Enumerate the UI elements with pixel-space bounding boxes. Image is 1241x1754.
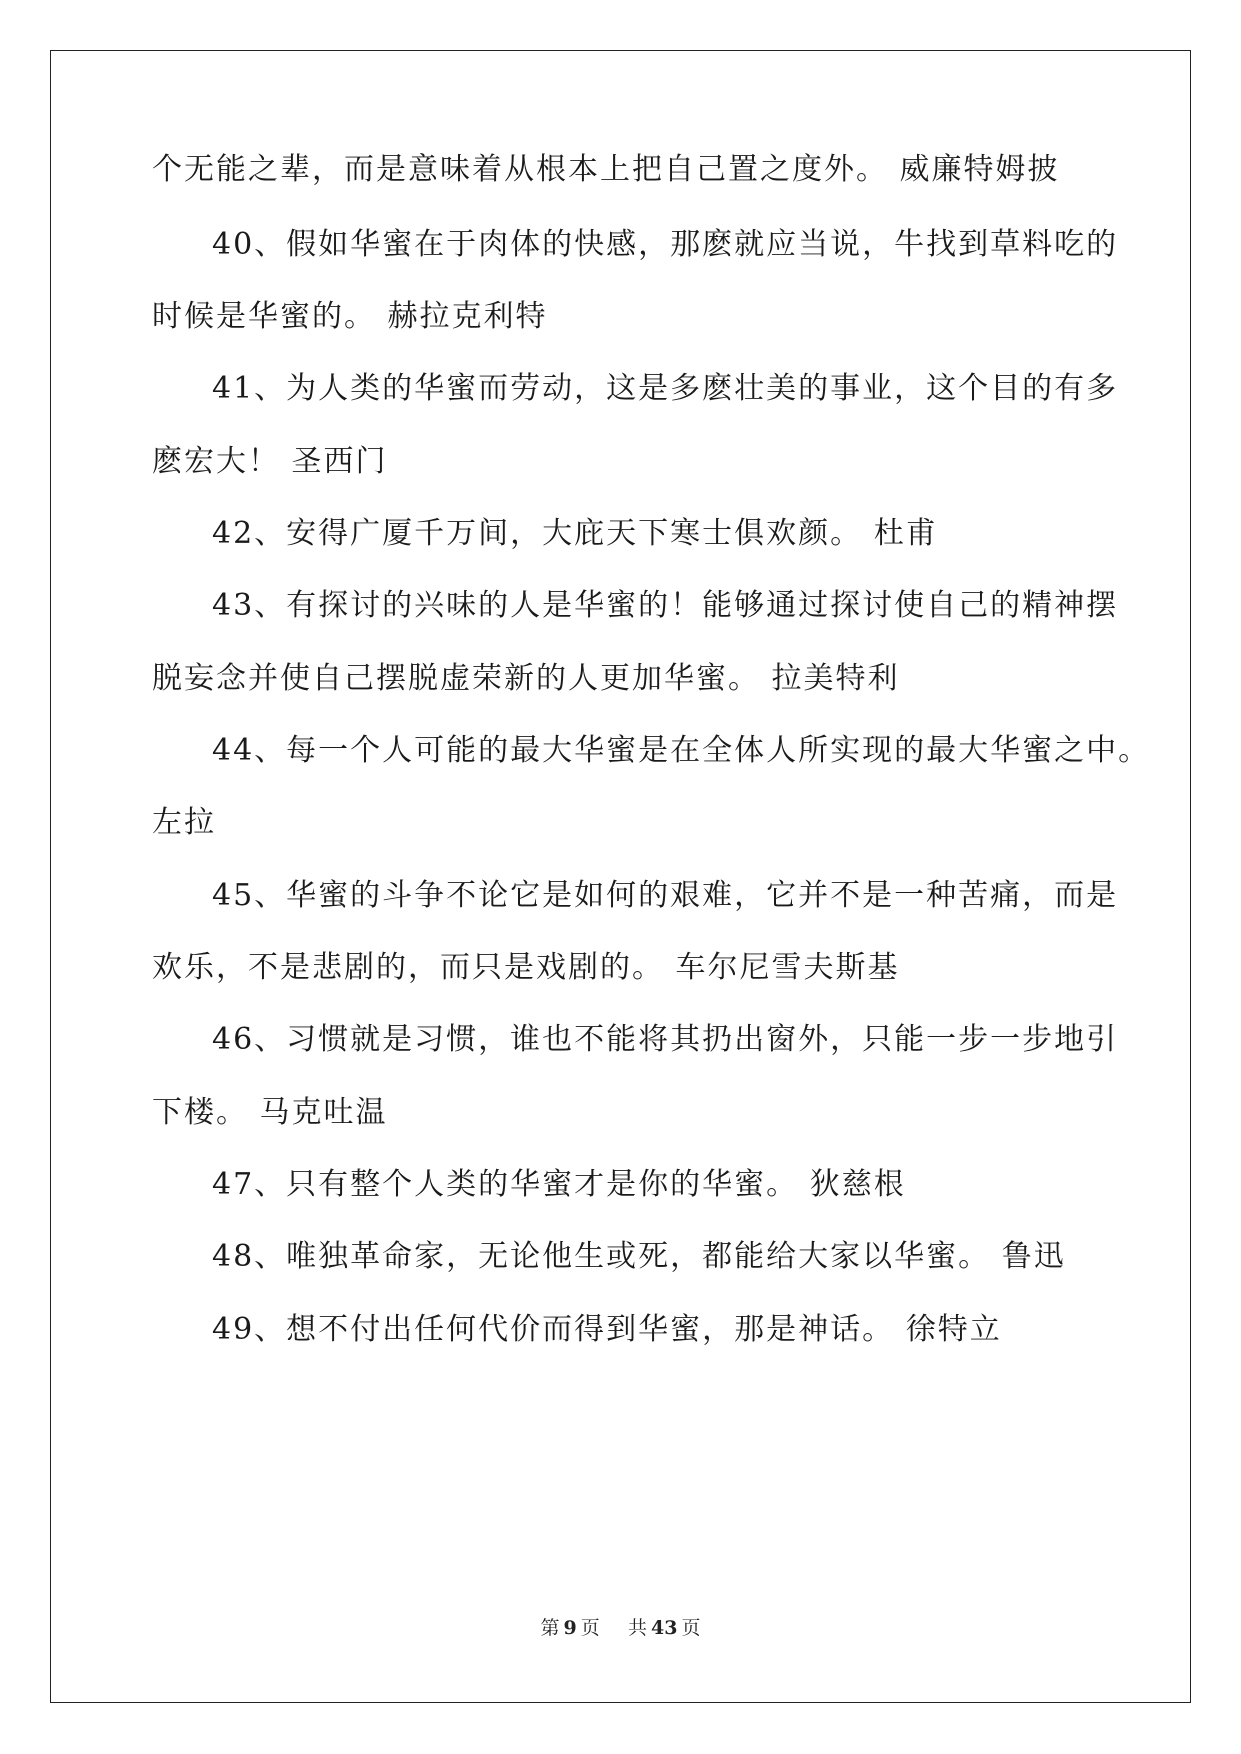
text-line-4: 41、为人类的华蜜而劳动，这是多麽壮美的事业，这个目的有多	[212, 371, 1119, 406]
text-line-5: 麽宏大！ 圣西门	[152, 444, 388, 479]
footer-total-prefix: 共	[627, 1617, 647, 1639]
text-line-2: 40、假如华蜜在于肉体的快感，那麽就应当说，牛找到草料吃的	[212, 227, 1119, 262]
total-page-count: 43	[650, 1617, 678, 1639]
text-line-8: 脱妄念并使自己摆脱虚荣新的人更加华蜜。 拉美特利	[152, 661, 900, 696]
text-line-10: 左拉	[152, 805, 216, 840]
text-line-17: 49、想不付出任何代价而得到华蜜，那是神话。 徐特立	[212, 1312, 1002, 1347]
text-line-15: 47、只有整个人类的华蜜才是你的华蜜。 狄慈根	[212, 1167, 906, 1202]
text-line-16: 48、唯独革命家，无论他生或死，都能给大家以华蜜。 鲁迅	[212, 1239, 1066, 1274]
footer-prefix: 第	[540, 1617, 560, 1639]
text-line-14: 下楼。 马克吐温	[152, 1095, 388, 1130]
text-line-1: 个无能之辈，而是意味着从根本上把自己置之度外。 威廉特姆披	[152, 152, 1060, 187]
footer-total-suffix: 页	[681, 1617, 701, 1639]
text-line-3: 时候是华蜜的。 赫拉克利特	[152, 299, 548, 334]
page-footer	[0, 1616, 1241, 1640]
current-page-number: 9	[563, 1617, 577, 1639]
text-line-12: 欢乐，不是悲剧的，而只是戏剧的。 车尔尼雪夫斯基	[152, 950, 900, 985]
footer-page-suffix: 页	[580, 1617, 600, 1639]
text-line-13: 46、习惯就是习惯，谁也不能将其扔出窗外，只能一步一步地引	[212, 1022, 1119, 1057]
text-line-9: 44、每一个人可能的最大华蜜是在全体人所实现的最大华蜜之中。	[212, 733, 1151, 768]
text-line-11: 45、华蜜的斗争不论它是如何的艰难，它并不是一种苦痛，而是	[212, 878, 1119, 913]
text-line-6: 42、安得广厦千万间，大庇天下寒士俱欢颜。 杜甫	[212, 516, 938, 551]
text-line-7: 43、有探讨的兴味的人是华蜜的！能够通过探讨使自己的精神摆	[212, 588, 1119, 623]
